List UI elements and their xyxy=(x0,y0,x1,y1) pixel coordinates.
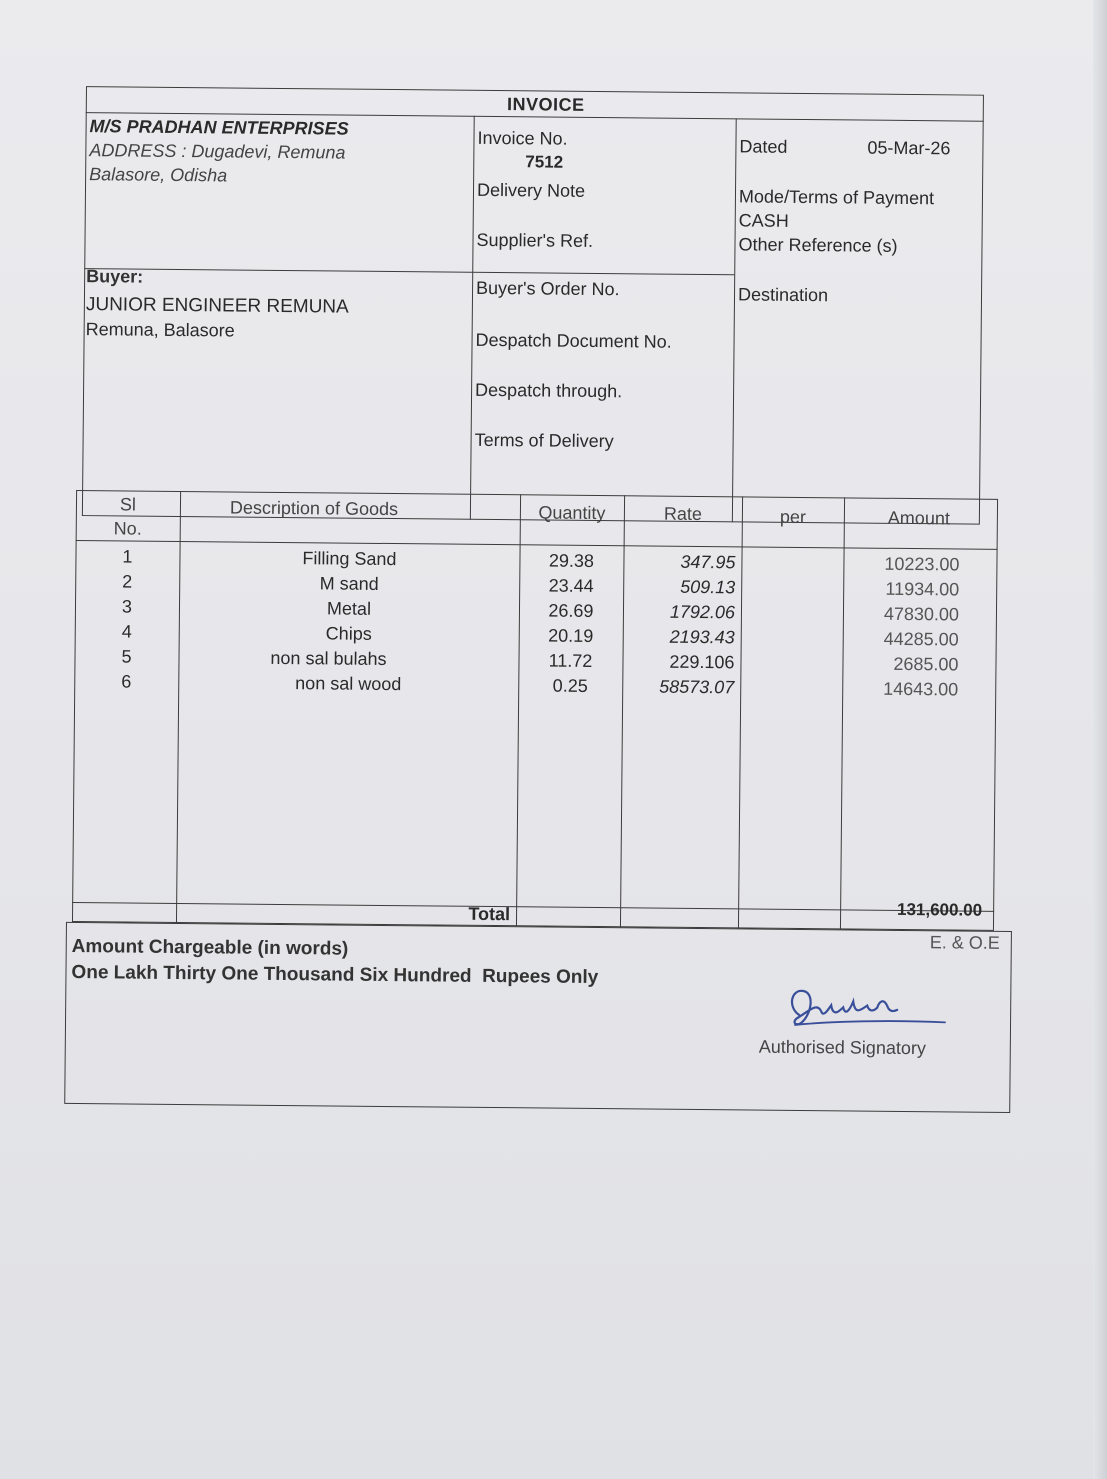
delivery-note-label: Delivery Note xyxy=(476,179,586,201)
row-description: non sal bulahs xyxy=(270,647,387,669)
eoe-note: E. & O.E xyxy=(929,932,1000,953)
header-sl-line2: No. xyxy=(113,518,142,539)
row-amount: 14643.00 xyxy=(883,678,959,700)
row-rate: 229.106 xyxy=(669,651,735,673)
terms-of-delivery-label: Terms of Delivery xyxy=(474,429,614,452)
header-description: Description of Goods xyxy=(229,497,399,520)
buyer-name: JUNIOR ENGINEER REMUNA xyxy=(85,294,349,318)
row-rate: 509.13 xyxy=(680,576,736,598)
other-reference-label: Other Reference (s) xyxy=(738,234,898,256)
signature-image xyxy=(781,981,952,1043)
dated-value: 05-Mar-26 xyxy=(867,137,951,159)
invoice-title: INVOICE xyxy=(506,94,585,115)
row-quantity: 20.19 xyxy=(548,625,594,646)
header-quantity: Quantity xyxy=(538,502,606,524)
amount-words-label: Amount Chargeable (in words) xyxy=(71,935,349,960)
row-sl: 5 xyxy=(121,646,132,667)
payment-terms-label: Mode/Terms of Payment xyxy=(738,186,935,209)
header-rate: Rate xyxy=(663,503,703,525)
row-rate: 347.95 xyxy=(680,551,736,573)
authorised-signatory-label: Authorised Signatory xyxy=(758,1036,927,1059)
row-quantity: 0.25 xyxy=(552,675,588,696)
row-sl: 6 xyxy=(121,671,132,692)
row-amount: 2685.00 xyxy=(893,653,959,675)
buyer-address: Remuna, Balasore xyxy=(85,319,235,341)
invoice-no-value: 7512 xyxy=(525,152,564,172)
header-amount: Amount xyxy=(887,507,951,529)
row-sl: 3 xyxy=(121,596,133,617)
row-description: M sand xyxy=(319,573,379,594)
invoice-no-label: Invoice No. xyxy=(477,127,568,149)
seller-name: M/S PRADHAN ENTERPRISES xyxy=(89,116,349,139)
row-amount: 10223.00 xyxy=(884,553,960,575)
row-rate: 1792.06 xyxy=(669,601,736,623)
paper-edge xyxy=(1093,0,1107,1479)
row-amount: 44285.00 xyxy=(883,628,959,650)
header-sl-line1: Sl xyxy=(119,494,137,515)
suppliers-ref-label: Supplier's Ref. xyxy=(476,229,594,251)
dated-label: Dated xyxy=(739,136,788,157)
row-rate: 2193.43 xyxy=(669,626,735,648)
amount-in-words: One Lakh Thirty One Thousand Six Hundred Rupees Only xyxy=(71,961,599,989)
despatch-document-label: Despatch Document No. xyxy=(475,329,672,352)
despatch-through-label: Despatch through. xyxy=(475,379,623,402)
buyers-order-label: Buyer's Order No. xyxy=(475,277,620,300)
row-quantity: 26.69 xyxy=(548,600,594,621)
header-per: per xyxy=(779,506,806,528)
row-quantity: 11.72 xyxy=(548,650,593,671)
row-description: Filling Sand xyxy=(302,548,397,570)
row-description: non sal wood xyxy=(295,673,402,695)
row-sl: 2 xyxy=(122,571,133,592)
buyer-label: Buyer: xyxy=(86,266,144,287)
invoice-document xyxy=(68,86,1008,1119)
row-amount: 11934.00 xyxy=(885,578,960,600)
payment-terms-value: CASH xyxy=(738,210,789,231)
row-sl: 4 xyxy=(121,621,132,642)
seller-address-line2: Balasore, Odisha xyxy=(89,164,228,186)
total-amount: 131,600.00 xyxy=(896,899,983,920)
row-amount: 47830.00 xyxy=(883,603,960,625)
destination-label: Destination xyxy=(737,284,829,306)
row-quantity: 23.44 xyxy=(548,575,594,596)
total-label: Total xyxy=(468,903,511,925)
row-sl: 1 xyxy=(122,546,133,567)
row-rate: 58573.07 xyxy=(659,676,735,698)
row-quantity: 29.38 xyxy=(548,550,595,571)
row-description: Chips xyxy=(325,623,372,644)
row-description: Metal xyxy=(326,598,372,619)
seller-address-line1: ADDRESS : Dugadevi, Remuna xyxy=(89,140,346,163)
